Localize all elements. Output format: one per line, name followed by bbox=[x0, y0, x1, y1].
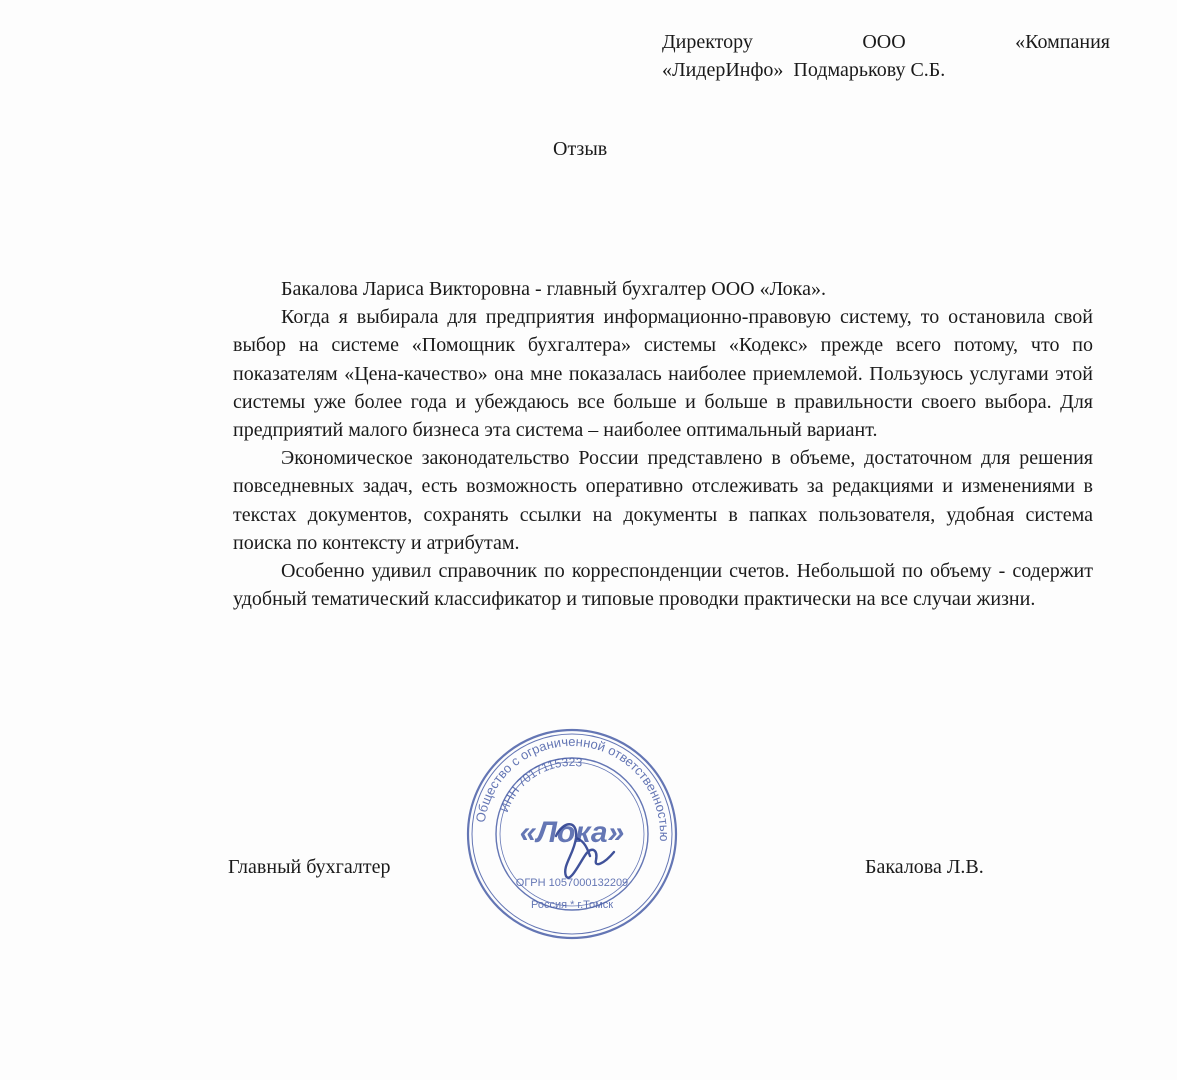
stamp-location: Россия * г.Томск bbox=[530, 899, 614, 911]
stamp-ogrn: ОГРН 1057000132209 bbox=[515, 877, 629, 889]
paragraph: Экономическое законодательство России представлено в объеме, достаточном для решения повседневных задач, есть возможность оперативно отслеживать за редакциями и изменениями в текстах документов, сохранять ссылки на документы в папках пользователя, удобная система поиска по контексту и атрибутам. bbox=[233, 447, 1093, 554]
addressee-block bbox=[662, 28, 1110, 84]
paragraph: Бакалова Лариса Викторовна - главный бухгалтер ООО «Лока». bbox=[281, 278, 826, 300]
document-title: Отзыв bbox=[553, 138, 608, 160]
paragraph: Особенно удивил справочник по корреспонденции счетов. Небольшой по объему - содержит удобный тематический классификатор и типовые проводки практически на все случаи жизни. bbox=[233, 560, 1093, 611]
company-stamp bbox=[464, 726, 680, 942]
addressee-word: «Компания bbox=[1015, 31, 1110, 53]
addressee-line-2: «ЛидерИнфо» Подмарькову С.Б. bbox=[662, 59, 946, 81]
stamp-company-name: «Лока» bbox=[519, 816, 625, 849]
signature-role: Главный бухгалтер bbox=[228, 856, 391, 878]
addressee-word: Директору bbox=[662, 31, 753, 53]
signature-name: Бакалова Л.В. bbox=[865, 856, 984, 878]
document-body bbox=[233, 275, 1093, 613]
paragraph: Когда я выбирала для предприятия информационно-правовую систему, то остановила свой выбор на системе «Помощник бухгалтера» системы «Кодекс» прежде всего потому, что по показателям «Цена-качество» она мне показалась наиболее приемлемой. Пользуюсь услугами этой системы уже более года и убеждаюсь все больше и больше в правильности своего выбора. Для предприятий малого бизнеса эта система – наиболее оптимальный вариант. bbox=[233, 306, 1093, 442]
addressee-word: ООО bbox=[862, 31, 906, 53]
addressee-line-1 bbox=[662, 28, 1110, 56]
stamp-inn: ИНН 7017115323 bbox=[496, 754, 583, 815]
stamp-ring-text: Общество с ограниченной ответственностью bbox=[472, 733, 673, 842]
